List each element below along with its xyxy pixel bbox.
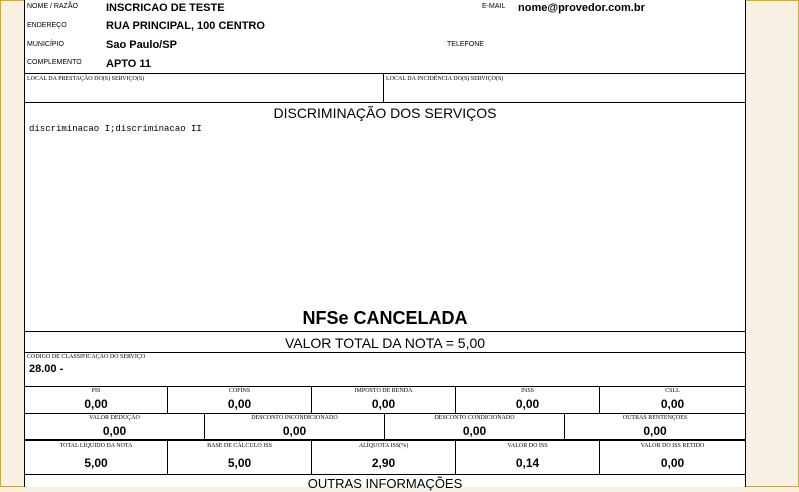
endereco-label: ENDEREÇO [27,22,67,29]
tributo-value: 0,00 [227,397,252,411]
municipio-value: Sao Paulo/SP [106,39,177,51]
tributo-value: 0,00 [102,424,127,438]
telefone-label: TELEFONE [447,41,484,48]
tributo-label: VALOR DO ISS [507,443,548,449]
tributo-value: 5,00 [84,456,108,470]
tributo-value: 0,00 [515,397,540,411]
nome-label: NOME / RAZÃO [27,3,78,10]
tributo-value: 0,00 [282,424,307,438]
discriminacao-title: DISCRIMINAÇÃO DOS SERVIÇOS [273,105,497,121]
discriminacao-text: discriminacao I;discriminacao II [29,124,202,134]
tributo-label: DESCONTO INCONDICIONADO [251,415,338,421]
valor-total: VALOR TOTAL DA NOTA = 5,00 [284,335,486,351]
tributo-label: TOTAL LÍQUIDO DA NOTA [59,443,133,449]
tributo-pis [25,387,167,411]
email-value: nome@provedor.com.br [518,2,645,14]
tributo-value: 0,00 [462,424,487,438]
divider [25,73,745,74]
divider [25,352,745,353]
endereco-value: RUA PRINCIPAL, 100 CENTRO [106,20,265,32]
divider [25,474,745,475]
divider [25,331,745,332]
tributo-cofins [168,387,311,411]
total-liquido [25,442,167,470]
classificacao-label: CÓDIGO DE CLASSIFICAÇÃO DO SERVIÇO [27,354,146,360]
tributo-value: 0,14 [515,456,540,470]
cancelada-stamp: NFSe CANCELADA [302,308,468,328]
tributo-label: BASE DE CÁLCULO ISS [207,443,272,449]
tributo-value: 5,00 [227,456,252,470]
classificacao-value: 28.00 - [29,363,64,375]
nome-value: INSCRICAO DE TESTE [106,2,225,14]
tributo-inss [456,387,599,411]
valor-iss-retido [600,442,745,470]
divider [25,102,745,103]
tributo-ir [312,387,455,411]
tributo-outras-retencoes [565,414,745,438]
tributo-value: 0,00 [660,397,685,411]
tributo-label: VALOR DEDUÇÃO [89,415,140,421]
tributo-value: 0,00 [371,397,396,411]
complemento-value: APTO 11 [106,58,152,70]
nfse-document [24,0,746,491]
tributo-desconto-condicionado [385,414,564,438]
tributo-csll [600,387,745,411]
tributo-label: ALÍQUOTA ISS(%) [358,443,409,449]
local-incidencia-label: LOCAL DA INCIDÊNCIA DO(S) SERVIÇO(S) [386,76,504,82]
tributo-desconto-incondicionado [205,414,384,438]
tributo-value: 0,00 [643,424,667,438]
tributo-label: PIS [91,388,101,394]
valor-iss [456,442,599,470]
local-prestacao-label: LOCAL DA PRESTAÇÃO DO(S) SERVIÇO(S) [27,76,145,82]
tributo-value: 0,00 [660,456,685,470]
tributo-value: 2,90 [371,456,396,470]
email-label: E-MAIL [482,3,506,10]
municipio-label: MUNICÍPIO [27,41,64,48]
tributo-label: DESCONTO CONDICIONADO [434,415,515,421]
tributo-label: OUTRAS RENTENÇÕES [622,415,688,421]
complemento-label: COMPLEMENTO [27,59,82,66]
tributo-value: 0,00 [84,397,108,411]
base-calculo-iss [168,442,311,470]
outras-informacoes-title: OUTRAS INFORMAÇÕES [307,476,463,491]
divider [383,73,384,102]
tributo-valor-deducao [25,414,204,438]
tributo-label: VALOR DO ISS RETIDO [640,443,705,449]
tributo-label: CSLL [665,388,680,394]
aliquota-iss [312,442,455,470]
tributo-label: COFINS [228,388,251,394]
tributo-label: INSS [520,388,534,394]
divider [25,439,745,441]
tributo-label: IMPOSTO DE RENDA [354,388,413,394]
